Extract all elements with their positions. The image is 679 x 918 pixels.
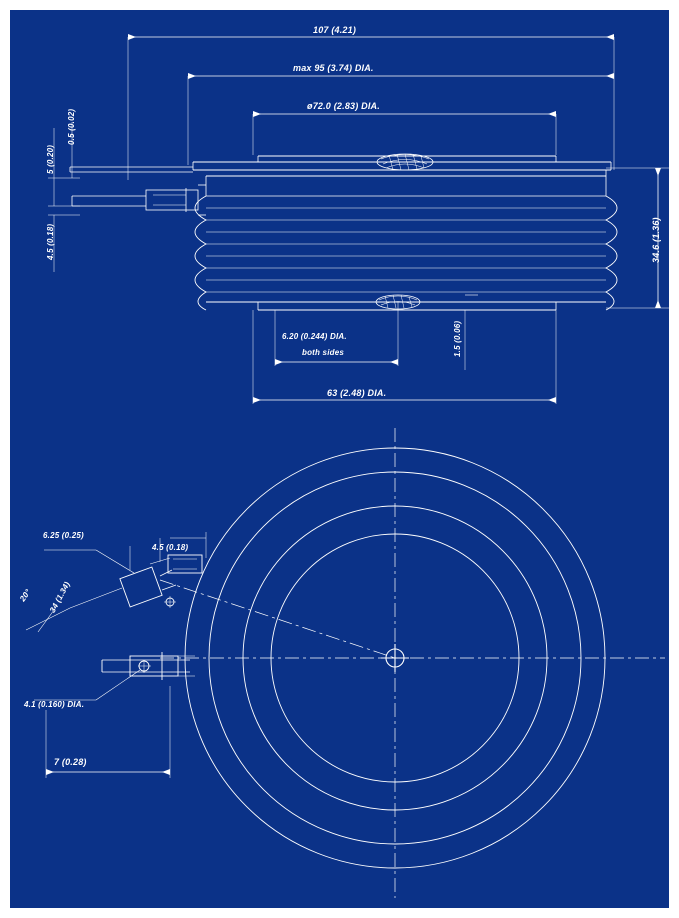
plan-view-geometry xyxy=(10,10,669,908)
dim-pilot-depth: 1.5 (0.06) xyxy=(453,320,462,357)
gate-terminal-tab xyxy=(120,555,202,608)
dim-gate-tab-length: 4.5 (0.18) xyxy=(152,543,189,552)
blueprint-canvas xyxy=(10,10,669,908)
dim-gate-offset: 34 (1.34) xyxy=(48,580,72,615)
dim-cathode-pilot-note: both sides xyxy=(302,348,345,357)
dim-overall-height: 34.6 (1.36) xyxy=(651,217,661,263)
dim-gate-hole-dia: 4.1 (0.160) DIA. xyxy=(24,700,85,709)
dim-cathode-contact-dia: 63 (2.48) DIA. xyxy=(327,388,387,398)
dim-terminal-length: 4.5 (0.18) xyxy=(46,223,55,260)
dim-gate-tab-width: 6.25 (0.25) xyxy=(43,531,84,540)
gate-lead-plan xyxy=(102,652,195,680)
dim-gate-angle: 20° xyxy=(18,587,33,604)
dim-gate-lead-thickness: 0.5 (0.02) xyxy=(67,108,76,145)
dim-tab-thickness-text: 7 (0.28) xyxy=(54,757,87,767)
dim-anode-contact-dia: max 95 (3.74) DIA. xyxy=(293,63,374,73)
dim-cathode-pilot-dia: 6.20 (0.244) DIA. xyxy=(282,332,347,341)
dim-gate-lead-width: 5 (0.20) xyxy=(46,144,55,174)
dim-contact-face-dia: ø72.0 (2.83) DIA. xyxy=(307,101,380,111)
dim-overall-width: 107 (4.21) xyxy=(313,25,357,35)
